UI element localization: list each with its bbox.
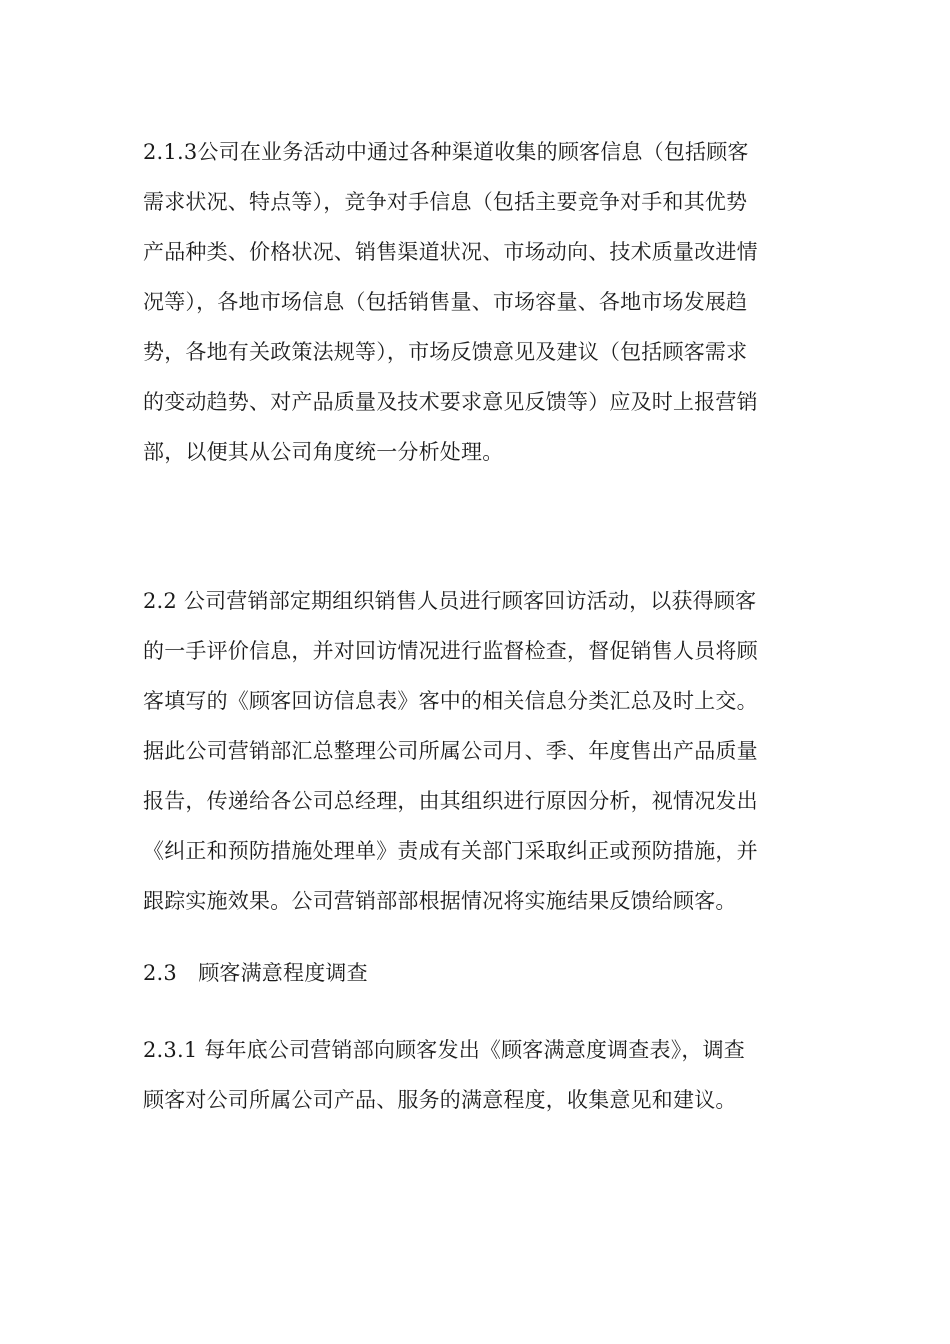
text-line: 的一手评价信息，并对回访情况进行监督检查，督促销售人员将顾 [143,639,758,663]
text-line: 报告，传递给各公司总经理，由其组织进行原因分析，视情况发出 [143,789,758,813]
text-line: 需求状况、特点等），竞争对手信息（包括主要竞争对手和其优势 [143,190,748,214]
text-line: 跟踪实施效果。公司营销部部根据情况将实施结果反馈给顾客。 [143,889,737,913]
text-line: 况等），各地市场信息（包括销售量、市场容量、各地市场发展趋 [143,290,748,314]
text-line: 客填写的《顾客回访信息表》客中的相关信息分类汇总及时上交。 [143,689,758,713]
text-line: 据此公司营销部汇总整理公司所属公司月、季、年度售出产品质量 [143,739,758,763]
text-line: 2.3 顾客满意程度调查 [143,961,368,985]
text-line: 2.2 公司营销部定期组织销售人员进行顾客回访活动，以获得顾客 [143,589,757,613]
text-line: 2.1.3公司在业务活动中通过各种渠道收集的顾客信息（包括顾客 [143,140,749,164]
text-line: 势，各地有关政策法规等），市场反馈意见及建议（包括顾客需求 [143,340,748,364]
text-line: 《纠正和预防措施处理单》责成有关部门采取纠正或预防措施，并 [143,839,758,863]
text-line: 顾客对公司所属公司产品、服务的满意程度，收集意见和建议。 [143,1088,737,1112]
text-line: 的变动趋势、对产品质量及技术要求意见反馈等）应及时上报营销 [143,390,758,414]
text-line: 产品种类、价格状况、销售渠道状况、市场动向、技术质量改进情 [143,240,758,264]
text-line: 部，以便其从公司角度统一分析处理。 [143,440,504,464]
text-line: 2.3.1 每年底公司营销部向顾客发出《顾客满意度调查表》，调查 [143,1038,746,1062]
